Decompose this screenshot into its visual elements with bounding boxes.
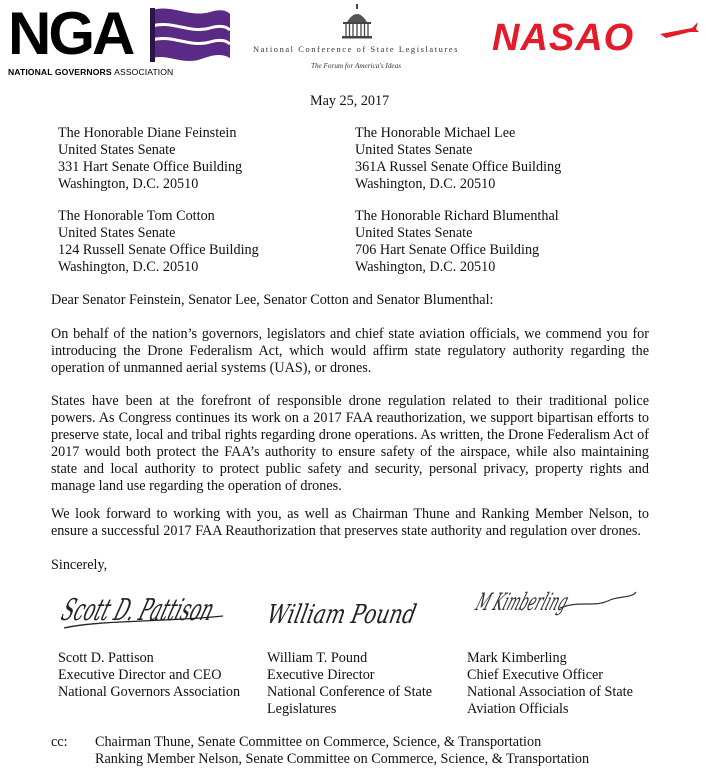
signature-pattison xyxy=(57,570,323,640)
signatory-block: Mark Kimberling Chief Executive Officer National Association of State Aviation Officials xyxy=(467,650,633,717)
recipient-address: The Honorable Tom Cotton United States Senate 124 Russell Senate Office Building Washington, D.C. 20510 xyxy=(58,208,259,275)
cc-label: cc: xyxy=(51,734,68,750)
cc-list: Chairman Thune, Senate Committee on Commerce, Science, & Transportation Ranking Member Nelson, Senate Committee on Commerce, Science, & Transportation xyxy=(95,734,590,767)
svg-text:Scott D. Pattison: Scott D. Pattison xyxy=(57,592,323,628)
nga-logo-letters: NGA xyxy=(8,0,133,67)
body-paragraph: On behalf of the nation’s governors, legislators and chief state aviation officials, we commend you for introducing the Drone Federalism Act, which would affirm state regulatory authority regarding the operation of unmanned aerial systems (UAS), or drones. xyxy=(51,326,649,376)
recipient-address: The Honorable Richard Blumenthal United States Senate 706 Hart Senate Office Building Washington, D.C. 20510 xyxy=(355,208,559,275)
letter-date: May 25, 2017 xyxy=(310,93,390,109)
capitol-dome-icon xyxy=(340,4,374,40)
ncsl-logo-tagline: The Forum for America's Ideas xyxy=(310,62,402,70)
recipient-address: The Honorable Michael Lee United States Senate 361A Russel Senate Office Building Washington, D.C. 20510 xyxy=(355,125,562,192)
body-paragraph: States have been at the forefront of responsible drone regulation related to their traditional police powers. As Congress continues its work on a 2017 FAA reauthorization, we support bipartisan efforts to preserve state, local and tribal rights regarding drone operations. As written, the Drone Federalism Act of 2017 would both protect the FAA’s authority to ensure safety of the airspace, while also maintaining state and local authority to protect public safety and security, personal privacy, property rights and manage land use regarding the operation of drones. xyxy=(51,393,649,494)
nasao-logo: NASAO xyxy=(492,17,635,59)
signatory-block: William T. Pound Executive Director National Conference of State Legislatures xyxy=(267,650,433,717)
svg-text:William Pound: William Pound xyxy=(264,600,461,630)
signature-pound xyxy=(262,585,461,640)
ncsl-logo-name: National Conference of State Legislatures xyxy=(252,45,460,54)
recipient-address: The Honorable Diane Feinstein United States Senate 331 Hart Senate Office Building Washington, D.C. 20510 xyxy=(58,125,243,192)
svg-text:M Kimberling: M Kimberling xyxy=(472,587,651,616)
airplane-icon xyxy=(660,20,700,42)
signature-kimberling xyxy=(470,578,651,628)
salutation: Dear Senator Feinstein, Senator Lee, Senator Cotton and Senator Blumenthal: xyxy=(51,292,494,308)
signatory-block: Scott D. Pattison Executive Director and CEO National Governors Association xyxy=(58,650,241,700)
body-paragraph: We look forward to working with you, as well as Chairman Thune and Ranking Member Nelson, to ensure a successful 2017 FAA Reauthorization that preserves state authority and regulation over drones. xyxy=(51,506,649,539)
nga-flag-icon xyxy=(150,6,232,64)
nga-logo-subtitle: NATIONAL GOVERNORS ASSOCIATION xyxy=(8,67,174,77)
closing: Sincerely, xyxy=(51,557,108,573)
